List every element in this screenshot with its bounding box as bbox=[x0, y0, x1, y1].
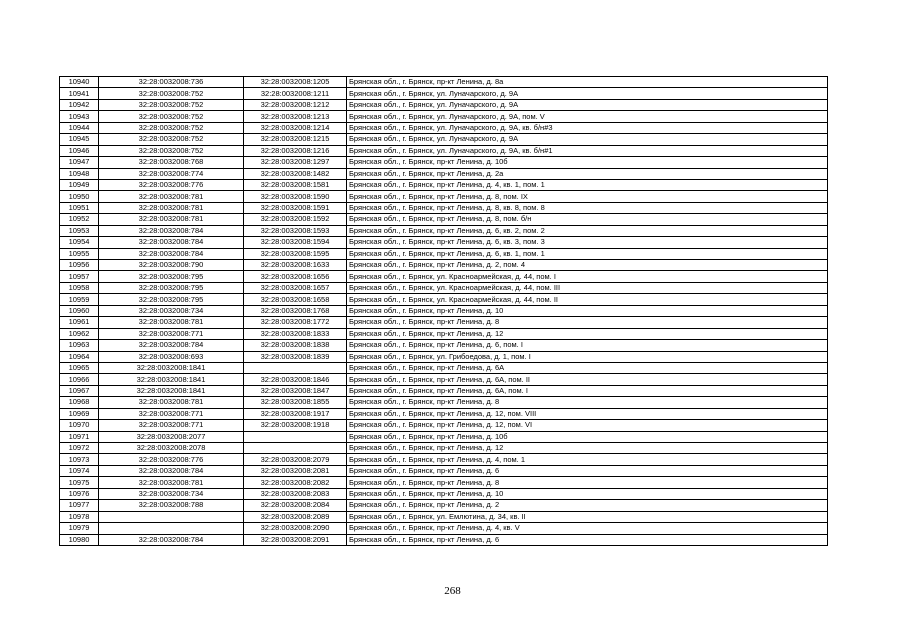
cadastral-quarter-cell: 32:28:0032008:2077 bbox=[99, 431, 244, 442]
cadastral-quarter-cell: 32:28:0032008:1841 bbox=[99, 385, 244, 396]
cadastral-quarter-cell: 32:28:0032008:784 bbox=[99, 237, 244, 248]
cadastral-number-cell: 32:28:0032008:1214 bbox=[244, 122, 347, 133]
table-row bbox=[60, 202, 828, 213]
row-number-cell: 10956 bbox=[60, 260, 99, 271]
table-row bbox=[60, 282, 828, 293]
table-row bbox=[60, 134, 828, 145]
cadastral-quarter-cell: 32:28:0032008:752 bbox=[99, 134, 244, 145]
table-row bbox=[60, 374, 828, 385]
cadastral-quarter-cell: 32:28:0032008:795 bbox=[99, 294, 244, 305]
address-cell: Брянская обл., г. Брянск, пр-кт Ленина, д. 6, пом. I bbox=[347, 340, 828, 351]
cadastral-quarter-cell: 32:28:0032008:752 bbox=[99, 88, 244, 99]
address-cell: Брянская обл., г. Брянск, пр-кт Ленина, д. 6, кв. 2, пом. 2 bbox=[347, 225, 828, 236]
row-number-cell: 10944 bbox=[60, 122, 99, 133]
cadastral-number-cell: 32:28:0032008:1212 bbox=[244, 99, 347, 110]
row-number-cell: 10950 bbox=[60, 191, 99, 202]
address-cell: Брянская обл., г. Брянск, ул. Луначарского, д. 9А, кв. б/н#3 bbox=[347, 122, 828, 133]
table-row bbox=[60, 271, 828, 282]
cadastral-quarter-cell: 32:28:0032008:776 bbox=[99, 179, 244, 190]
address-cell: Брянская обл., г. Брянск, пр-кт Ленина, д. 4, пом. 1 bbox=[347, 454, 828, 465]
row-number-cell: 10963 bbox=[60, 340, 99, 351]
cadastral-quarter-cell: 32:28:0032008:795 bbox=[99, 271, 244, 282]
cadastral-number-cell: 32:28:0032008:1918 bbox=[244, 420, 347, 431]
table-row bbox=[60, 88, 828, 99]
cadastral-quarter-cell: 32:28:0032008:752 bbox=[99, 111, 244, 122]
row-number-cell: 10975 bbox=[60, 477, 99, 488]
cadastral-quarter-cell: 32:28:0032008:734 bbox=[99, 488, 244, 499]
address-cell: Брянская обл., г. Брянск, пр-кт Ленина, д. 6 bbox=[347, 465, 828, 476]
cadastral-quarter-cell: 32:28:0032008:781 bbox=[99, 191, 244, 202]
address-cell: Брянская обл., г. Брянск, пр-кт Ленина, д. 12, пом. VI bbox=[347, 420, 828, 431]
cadastral-number-cell: 32:28:0032008:1833 bbox=[244, 328, 347, 339]
cadastral-number-cell: 32:28:0032008:1855 bbox=[244, 397, 347, 408]
row-number-cell: 10976 bbox=[60, 488, 99, 499]
address-cell: Брянская обл., г. Брянск, пр-кт Ленина, д. 8 bbox=[347, 477, 828, 488]
address-cell: Брянская обл., г. Брянск, пр-кт Ленина, д. 12 bbox=[347, 443, 828, 454]
table-row bbox=[60, 317, 828, 328]
cadastral-number-cell: 32:28:0032008:2089 bbox=[244, 511, 347, 522]
table-row bbox=[60, 351, 828, 362]
cadastral-quarter-cell: 32:28:0032008:774 bbox=[99, 168, 244, 179]
cadastral-number-cell: 32:28:0032008:1917 bbox=[244, 408, 347, 419]
cadastral-number-cell: 32:28:0032008:2079 bbox=[244, 454, 347, 465]
address-cell: Брянская обл., г. Брянск, пр-кт Ленина, д. 6А, пом. I bbox=[347, 385, 828, 396]
cadastral-number-cell: 32:28:0032008:1215 bbox=[244, 134, 347, 145]
address-cell: Брянская обл., г. Брянск, пр-кт Ленина, д. 2 bbox=[347, 500, 828, 511]
cadastral-number-cell: 32:28:0032008:1205 bbox=[244, 77, 347, 88]
registry-table bbox=[59, 76, 828, 546]
cadastral-quarter-cell: 32:28:0032008:795 bbox=[99, 282, 244, 293]
cadastral-number-cell: 32:28:0032008:2090 bbox=[244, 523, 347, 534]
cadastral-quarter-cell: 32:28:0032008:734 bbox=[99, 305, 244, 316]
address-cell: Брянская обл., г. Брянск, пр-кт Ленина, д. 8 bbox=[347, 317, 828, 328]
cadastral-quarter-cell: 32:28:0032008:781 bbox=[99, 397, 244, 408]
row-number-cell: 10947 bbox=[60, 157, 99, 168]
row-number-cell: 10953 bbox=[60, 225, 99, 236]
row-number-cell: 10964 bbox=[60, 351, 99, 362]
row-number-cell: 10960 bbox=[60, 305, 99, 316]
cadastral-number-cell: 32:28:0032008:1590 bbox=[244, 191, 347, 202]
row-number-cell: 10941 bbox=[60, 88, 99, 99]
row-number-cell: 10959 bbox=[60, 294, 99, 305]
cadastral-quarter-cell: 32:28:0032008:771 bbox=[99, 408, 244, 419]
table-row bbox=[60, 122, 828, 133]
cadastral-number-cell: 32:28:0032008:1297 bbox=[244, 157, 347, 168]
table-row bbox=[60, 420, 828, 431]
address-cell: Брянская обл., г. Брянск, ул. Красноармейская, д. 44, пом. I bbox=[347, 271, 828, 282]
address-cell: Брянская обл., г. Брянск, пр-кт Ленина, д. 2, пом. 4 bbox=[347, 260, 828, 271]
table-row bbox=[60, 362, 828, 373]
row-number-cell: 10977 bbox=[60, 500, 99, 511]
address-cell: Брянская обл., г. Брянск, пр-кт Ленина, д. 2а bbox=[347, 168, 828, 179]
row-number-cell: 10942 bbox=[60, 99, 99, 110]
cadastral-quarter-cell: 32:28:0032008:1841 bbox=[99, 362, 244, 373]
table-row bbox=[60, 260, 828, 271]
table-row bbox=[60, 248, 828, 259]
table-row bbox=[60, 77, 828, 88]
page-number: 268 bbox=[444, 585, 461, 597]
cadastral-number-cell: 32:28:0032008:1657 bbox=[244, 282, 347, 293]
address-cell: Брянская обл., г. Брянск, пр-кт Ленина, д. 10 bbox=[347, 488, 828, 499]
row-number-cell: 10957 bbox=[60, 271, 99, 282]
cadastral-number-cell bbox=[244, 362, 347, 373]
cadastral-quarter-cell bbox=[99, 511, 244, 522]
cadastral-number-cell: 32:28:0032008:1591 bbox=[244, 202, 347, 213]
row-number-cell: 10952 bbox=[60, 214, 99, 225]
row-number-cell: 10973 bbox=[60, 454, 99, 465]
cadastral-number-cell: 32:28:0032008:1846 bbox=[244, 374, 347, 385]
cadastral-quarter-cell: 32:28:0032008:752 bbox=[99, 145, 244, 156]
table-row bbox=[60, 145, 828, 156]
address-cell: Брянская обл., г. Брянск, ул. Красноармейская, д. 44, пом. III bbox=[347, 282, 828, 293]
table-row bbox=[60, 443, 828, 454]
cadastral-quarter-cell: 32:28:0032008:2078 bbox=[99, 443, 244, 454]
address-cell: Брянская обл., г. Брянск, ул. Луначарского, д. 9А, кв. б/н#1 bbox=[347, 145, 828, 156]
address-cell: Брянская обл., г. Брянск, пр-кт Ленина, д. 6, кв. 1, пом. 1 bbox=[347, 248, 828, 259]
cadastral-number-cell: 32:28:0032008:1211 bbox=[244, 88, 347, 99]
cadastral-number-cell: 32:28:0032008:1581 bbox=[244, 179, 347, 190]
cadastral-quarter-cell: 32:28:0032008:781 bbox=[99, 477, 244, 488]
cadastral-number-cell bbox=[244, 431, 347, 442]
cadastral-number-cell: 32:28:0032008:1594 bbox=[244, 237, 347, 248]
row-number-cell: 10979 bbox=[60, 523, 99, 534]
row-number-cell: 10945 bbox=[60, 134, 99, 145]
table-row bbox=[60, 328, 828, 339]
cadastral-quarter-cell: 32:28:0032008:781 bbox=[99, 214, 244, 225]
cadastral-quarter-cell: 32:28:0032008:781 bbox=[99, 202, 244, 213]
table-row bbox=[60, 500, 828, 511]
cadastral-quarter-cell bbox=[99, 523, 244, 534]
cadastral-quarter-cell: 32:28:0032008:752 bbox=[99, 122, 244, 133]
row-number-cell: 10965 bbox=[60, 362, 99, 373]
address-cell: Брянская обл., г. Брянск, ул. Емлютина, д. 34, кв. II bbox=[347, 511, 828, 522]
address-cell: Брянская обл., г. Брянск, пр-кт Ленина, д. 8, кв. 8, пом. 8 bbox=[347, 202, 828, 213]
table-row bbox=[60, 397, 828, 408]
row-number-cell: 10974 bbox=[60, 465, 99, 476]
table-row bbox=[60, 431, 828, 442]
cadastral-quarter-cell: 32:28:0032008:784 bbox=[99, 340, 244, 351]
cadastral-number-cell: 32:28:0032008:1847 bbox=[244, 385, 347, 396]
table-row bbox=[60, 294, 828, 305]
cadastral-number-cell: 32:28:0032008:2084 bbox=[244, 500, 347, 511]
table-row bbox=[60, 408, 828, 419]
address-cell: Брянская обл., г. Брянск, ул. Грибоедова, д. 1, пом. I bbox=[347, 351, 828, 362]
row-number-cell: 10943 bbox=[60, 111, 99, 122]
cadastral-quarter-cell: 32:28:0032008:784 bbox=[99, 225, 244, 236]
row-number-cell: 10955 bbox=[60, 248, 99, 259]
table-row bbox=[60, 454, 828, 465]
cadastral-number-cell: 32:28:0032008:1482 bbox=[244, 168, 347, 179]
table-row bbox=[60, 465, 828, 476]
table-row bbox=[60, 179, 828, 190]
table-row bbox=[60, 168, 828, 179]
cadastral-quarter-cell: 32:28:0032008:768 bbox=[99, 157, 244, 168]
table-row bbox=[60, 511, 828, 522]
cadastral-number-cell bbox=[244, 443, 347, 454]
cadastral-number-cell: 32:28:0032008:1768 bbox=[244, 305, 347, 316]
row-number-cell: 10970 bbox=[60, 420, 99, 431]
cadastral-quarter-cell: 32:28:0032008:781 bbox=[99, 317, 244, 328]
address-cell: Брянская обл., г. Брянск, пр-кт Ленина, д. 4, кв. V bbox=[347, 523, 828, 534]
cadastral-number-cell: 32:28:0032008:1595 bbox=[244, 248, 347, 259]
address-cell: Брянская обл., г. Брянск, ул. Луначарского, д. 9А, пом. V bbox=[347, 111, 828, 122]
address-cell: Брянская обл., г. Брянск, ул. Луначарского, д. 9А bbox=[347, 134, 828, 145]
cadastral-number-cell: 32:28:0032008:2081 bbox=[244, 465, 347, 476]
cadastral-quarter-cell: 32:28:0032008:784 bbox=[99, 465, 244, 476]
address-cell: Брянская обл., г. Брянск, пр-кт Ленина, д. 12 bbox=[347, 328, 828, 339]
cadastral-number-cell: 32:28:0032008:1772 bbox=[244, 317, 347, 328]
row-number-cell: 10962 bbox=[60, 328, 99, 339]
row-number-cell: 10949 bbox=[60, 179, 99, 190]
cadastral-number-cell: 32:28:0032008:1656 bbox=[244, 271, 347, 282]
cadastral-quarter-cell: 32:28:0032008:771 bbox=[99, 328, 244, 339]
cadastral-number-cell: 32:28:0032008:2083 bbox=[244, 488, 347, 499]
row-number-cell: 10978 bbox=[60, 511, 99, 522]
row-number-cell: 10961 bbox=[60, 317, 99, 328]
cadastral-quarter-cell: 32:28:0032008:776 bbox=[99, 454, 244, 465]
row-number-cell: 10980 bbox=[60, 534, 99, 545]
cadastral-number-cell: 32:28:0032008:2091 bbox=[244, 534, 347, 545]
address-cell: Брянская обл., г. Брянск, пр-кт Ленина, д. 8, пом. IX bbox=[347, 191, 828, 202]
address-cell: Брянская обл., г. Брянск, пр-кт Ленина, д. 8, пом. б/н bbox=[347, 214, 828, 225]
cadastral-number-cell: 32:28:0032008:1838 bbox=[244, 340, 347, 351]
row-number-cell: 10972 bbox=[60, 443, 99, 454]
cadastral-number-cell: 32:28:0032008:1658 bbox=[244, 294, 347, 305]
table-row bbox=[60, 157, 828, 168]
cadastral-quarter-cell: 32:28:0032008:752 bbox=[99, 99, 244, 110]
address-cell: Брянская обл., г. Брянск, пр-кт Ленина, д. 8 bbox=[347, 397, 828, 408]
cadastral-quarter-cell: 32:28:0032008:1841 bbox=[99, 374, 244, 385]
table-row bbox=[60, 340, 828, 351]
row-number-cell: 10940 bbox=[60, 77, 99, 88]
table-row bbox=[60, 477, 828, 488]
table-row bbox=[60, 523, 828, 534]
row-number-cell: 10948 bbox=[60, 168, 99, 179]
cadastral-quarter-cell: 32:28:0032008:784 bbox=[99, 534, 244, 545]
row-number-cell: 10946 bbox=[60, 145, 99, 156]
cadastral-number-cell: 32:28:0032008:1839 bbox=[244, 351, 347, 362]
row-number-cell: 10968 bbox=[60, 397, 99, 408]
registry-table-body bbox=[60, 77, 828, 546]
cadastral-quarter-cell: 32:28:0032008:788 bbox=[99, 500, 244, 511]
address-cell: Брянская обл., г. Брянск, пр-кт Ленина, д. 6, кв. 3, пом. 3 bbox=[347, 237, 828, 248]
address-cell: Брянская обл., г. Брянск, пр-кт Ленина, д. 6А, пом. II bbox=[347, 374, 828, 385]
table-row bbox=[60, 111, 828, 122]
cadastral-quarter-cell: 32:28:0032008:784 bbox=[99, 248, 244, 259]
row-number-cell: 10966 bbox=[60, 374, 99, 385]
row-number-cell: 10967 bbox=[60, 385, 99, 396]
row-number-cell: 10969 bbox=[60, 408, 99, 419]
address-cell: Брянская обл., г. Брянск, ул. Красноармейская, д. 44, пом. II bbox=[347, 294, 828, 305]
row-number-cell: 10954 bbox=[60, 237, 99, 248]
address-cell: Брянская обл., г. Брянск, пр-кт Ленина, д. 6 bbox=[347, 534, 828, 545]
row-number-cell: 10971 bbox=[60, 431, 99, 442]
address-cell: Брянская обл., г. Брянск, ул. Луначарского, д. 9А bbox=[347, 99, 828, 110]
cadastral-number-cell: 32:28:0032008:1213 bbox=[244, 111, 347, 122]
address-cell: Брянская обл., г. Брянск, пр-кт Ленина, д. 8а bbox=[347, 77, 828, 88]
table-row bbox=[60, 214, 828, 225]
cadastral-number-cell: 32:28:0032008:2082 bbox=[244, 477, 347, 488]
table-row bbox=[60, 488, 828, 499]
address-cell: Брянская обл., г. Брянск, пр-кт Ленина, д. 12, пом. VIII bbox=[347, 408, 828, 419]
address-cell: Брянская обл., г. Брянск, пр-кт Ленина, д. 10б bbox=[347, 157, 828, 168]
cadastral-quarter-cell: 32:28:0032008:736 bbox=[99, 77, 244, 88]
table-row bbox=[60, 385, 828, 396]
cadastral-number-cell: 32:28:0032008:1633 bbox=[244, 260, 347, 271]
table-row bbox=[60, 99, 828, 110]
table-row bbox=[60, 305, 828, 316]
cadastral-quarter-cell: 32:28:0032008:771 bbox=[99, 420, 244, 431]
cadastral-quarter-cell: 32:28:0032008:790 bbox=[99, 260, 244, 271]
table-row bbox=[60, 225, 828, 236]
address-cell: Брянская обл., г. Брянск, пр-кт Ленина, д. 10 bbox=[347, 305, 828, 316]
table-row bbox=[60, 534, 828, 545]
address-cell: Брянская обл., г. Брянск, ул. Луначарского, д. 9А bbox=[347, 88, 828, 99]
table-row bbox=[60, 237, 828, 248]
cadastral-quarter-cell: 32:28:0032008:693 bbox=[99, 351, 244, 362]
row-number-cell: 10951 bbox=[60, 202, 99, 213]
table-row bbox=[60, 191, 828, 202]
address-cell: Брянская обл., г. Брянск, пр-кт Ленина, д. 6А bbox=[347, 362, 828, 373]
address-cell: Брянская обл., г. Брянск, пр-кт Ленина, д. 10б bbox=[347, 431, 828, 442]
cadastral-number-cell: 32:28:0032008:1592 bbox=[244, 214, 347, 225]
address-cell: Брянская обл., г. Брянск, пр-кт Ленина, д. 4, кв. 1, пом. 1 bbox=[347, 179, 828, 190]
row-number-cell: 10958 bbox=[60, 282, 99, 293]
cadastral-number-cell: 32:28:0032008:1593 bbox=[244, 225, 347, 236]
cadastral-number-cell: 32:28:0032008:1216 bbox=[244, 145, 347, 156]
